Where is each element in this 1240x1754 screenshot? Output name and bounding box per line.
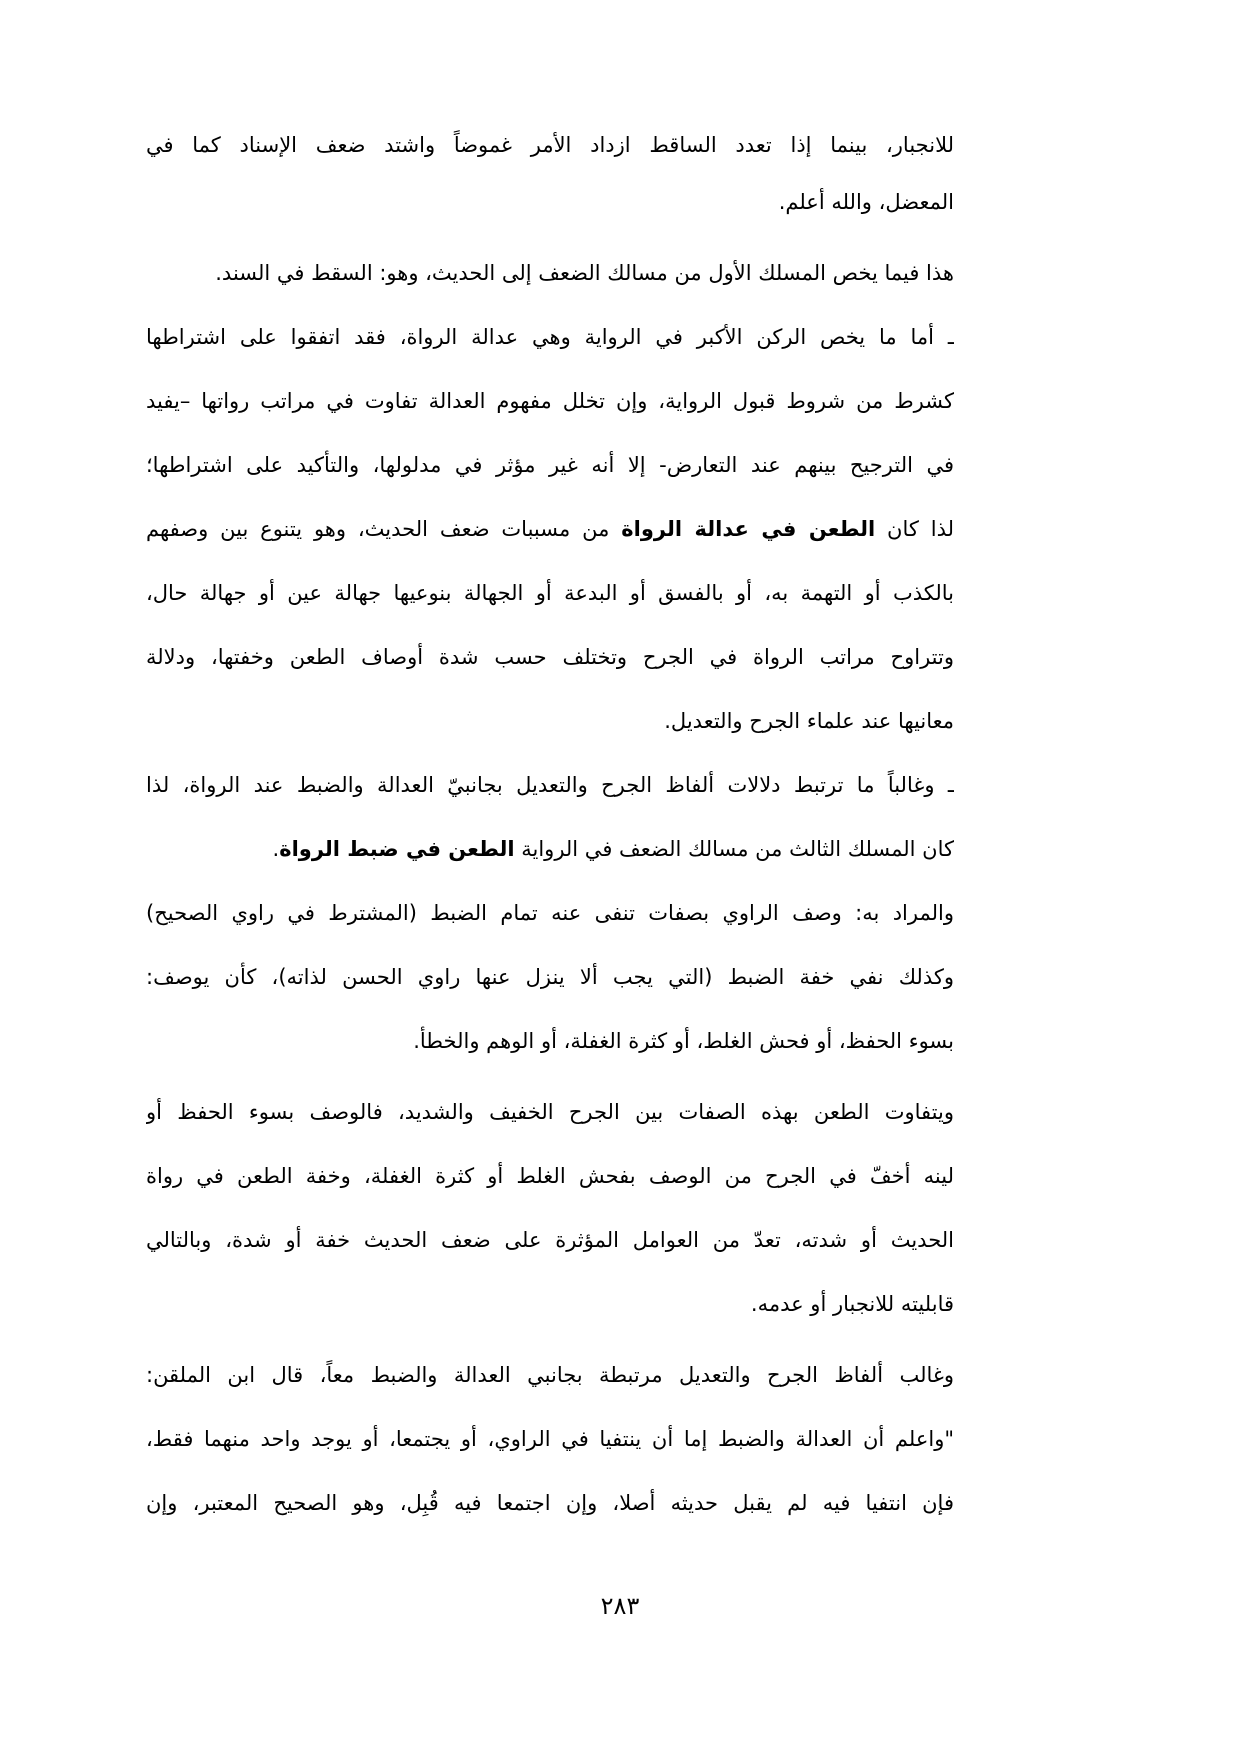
text-line: الحديث أو شدته، تعدّ من العوامل المؤثرة على ضعف الحديث خفة أو شدة، وبالتالي [146, 1228, 954, 1252]
text-line: في الترجيح بينهم عند التعارض- إلا أنه غير مؤثر في مدلولها، والتأكيد على اشتراطها؛ [146, 453, 954, 477]
emphasized-term: الطعن في ضبط الرواة [279, 837, 515, 861]
text-line: بسوء الحفظ، أو فحش الغلط، أو كثرة الغفلة، أو الوهم والخطأ. [413, 1029, 954, 1053]
text-line: قابليته للانجبار أو عدمه. [750, 1292, 954, 1316]
text-line: والمراد به: وصف الراوي بصفات تنفى عنه تمام الضبط (المشترط في راوي الصحيح) [146, 901, 954, 925]
text-line: وكذلك نفي خفة الضبط (التي يجب ألا ينزل عنها راوي الحسن لذاته)، كأن يوصف: [146, 965, 954, 989]
text-line: ويتفاوت الطعن بهذه الصفات بين الجرح الخفيف والشديد، فالوصف بسوء الحفظ أو [146, 1100, 954, 1124]
text-line: وتتراوح مراتب الرواة في الجرح وتختلف حسب شدة أوصاف الطعن وخفتها، ودلالة [146, 645, 954, 669]
text-line: وغالب ألفاظ الجرح والتعديل مرتبطة بجانبي العدالة والضبط معاً، قال ابن الملقن: [146, 1363, 954, 1387]
text-run: كان المسلك الثالث من مسالك الضعف في الرواية [514, 837, 954, 861]
text-line: المعضل، والله أعلم. [778, 190, 954, 214]
text-line: "واعلم أن العدالة والضبط إما أن ينتفيا في الراوي، أو يجتمعا، أو يوجد واحد منهما فقط، [146, 1427, 954, 1451]
text-line-with-emphasis [146, 512, 954, 547]
emphasized-term: الطعن في عدالة الرواة [621, 517, 876, 541]
text-line: للانجبار، بينما إذا تعدد الساقط ازداد الأمر غموضاً واشتد ضعف الإسناد كما في [146, 133, 954, 157]
text-line: ـ وغالباً ما ترتبط دلالات ألفاظ الجرح والتعديل بجانبيّ العدالة والضبط عند الرواة، لذا [146, 773, 954, 797]
text-run: من مسببات ضعف الحديث، وهو يتنوع بين وصفهم [146, 517, 622, 541]
text-line: بالكذب أو التهمة به، أو بالفسق أو البدعة أو الجهالة بنوعيها جهالة عين أو جهالة حال، [146, 581, 954, 605]
text-line: كشرط من شروط قبول الرواية، وإن تخلل مفهوم العدالة تفاوت في مراتب رواتها –يفيد [146, 389, 954, 413]
document-body [146, 128, 954, 1521]
text-line: فإن انتفيا فيه لم يقبل حديثه أصلا، وإن اجتمعا فيه قُبِل، وهو الصحيح المعتبر، وإن [146, 1491, 954, 1515]
text-line: هذا فيما يخص المسلك الأول من مسالك الضعف إلى الحديث، وهو: السقط في السند. [215, 261, 954, 285]
page-number: ٢٨٣ [600, 1592, 640, 1620]
text-run: لذا كان [875, 517, 954, 541]
text-line: معانيها عند علماء الجرح والتعديل. [664, 709, 954, 733]
text-line-with-emphasis [146, 832, 954, 867]
text-run: . [272, 837, 280, 861]
text-line: لينه أخفّ في الجرح من الوصف بفحش الغلط أو كثرة الغفلة، وخفة الطعن في رواة [146, 1164, 954, 1188]
text-line: ـ أما ما يخص الركن الأكبر في الرواية وهي عدالة الرواة، فقد اتفقوا على اشتراطها [146, 325, 954, 349]
